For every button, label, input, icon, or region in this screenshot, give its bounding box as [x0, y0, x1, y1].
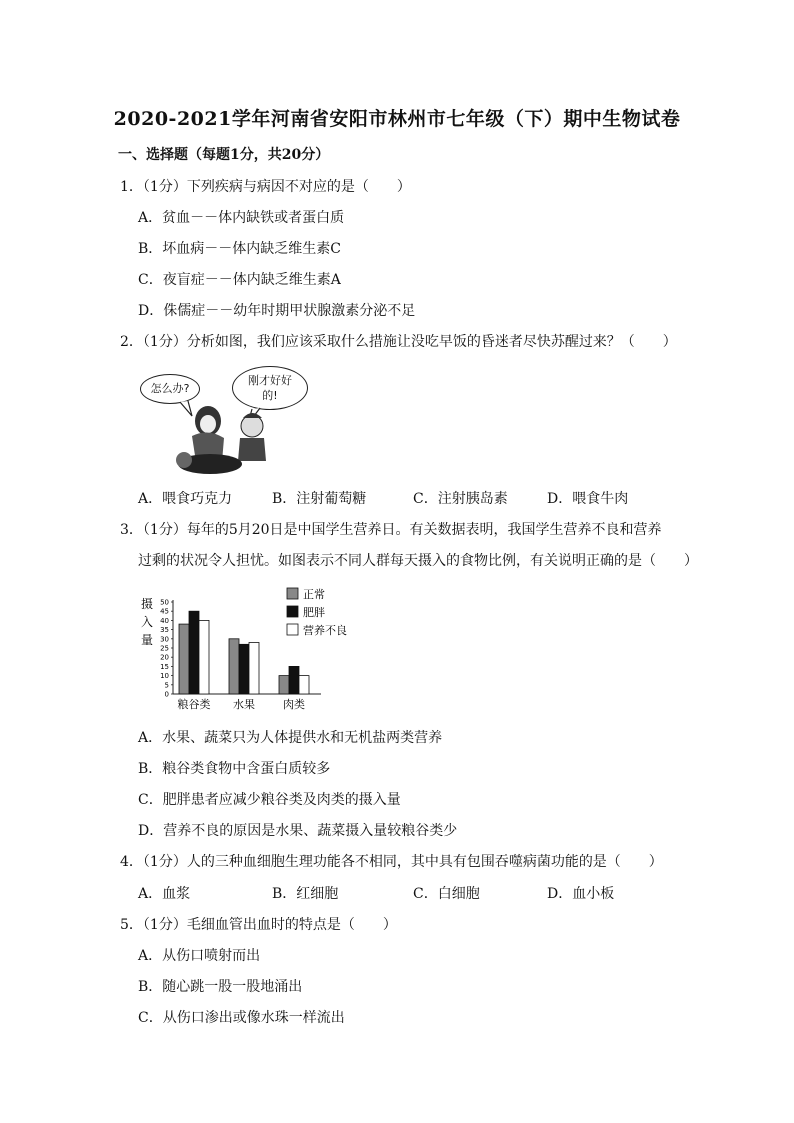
legend-label: 营养不良: [303, 624, 347, 637]
question-4-option-a: A．血浆: [138, 886, 191, 902]
question-3-stem-continued: 过剩的状况令人担忧。如图表示不同人群每天摄入的食物比例，有关说明正确的是（ ）: [138, 553, 698, 569]
y-tick-label: 0: [164, 690, 169, 699]
question-3-option-b: B．粮谷类食物中含蛋白质较多: [138, 761, 331, 777]
bar-正常: [179, 624, 189, 694]
bar-肥胖: [289, 666, 299, 694]
bar-营养不良: [299, 676, 309, 694]
legend-swatch: [287, 624, 298, 635]
bar-肥胖: [239, 644, 249, 694]
legend-swatch: [287, 606, 298, 617]
legend-swatch: [287, 588, 298, 599]
question-5-stem: 5．（1分）毛细血管出血时的特点是（ ）: [120, 917, 397, 933]
question-5-option-b: B．随心跳一股一股地涌出: [138, 979, 303, 995]
y-tick-label: 25: [160, 644, 169, 653]
bar-肥胖: [189, 611, 199, 694]
question-3-stem: 3．（1分）每年的5月20日是中国学生营养日。有关数据表明，我国学生营养不良和营养: [120, 522, 662, 538]
speech-bubble-right-text: 刚才好好的!: [248, 374, 292, 402]
y-tick-label: 15: [160, 662, 169, 671]
question-1-stem: 1．（1分）下列疾病与病因不对应的是（ ）: [120, 179, 411, 195]
question-4-stem: 4．（1分）人的三种血细胞生理功能各不相同，其中具有包围吞噬病菌功能的是（ ）: [120, 854, 663, 870]
speech-bubble-left: 怎么办?: [140, 374, 200, 404]
y-tick-label: 35: [160, 626, 169, 635]
bar-正常: [279, 676, 289, 694]
x-tick-label: 粮谷类: [177, 698, 211, 711]
fainting-student-illustration: [140, 366, 315, 478]
y-tick-label: 5: [164, 681, 169, 690]
bar-营养不良: [249, 642, 259, 694]
question-2-option-d: D．喂食牛肉: [547, 491, 629, 507]
question-4-option-b: B．红细胞: [272, 886, 339, 902]
y-tick-label: 45: [160, 607, 169, 616]
y-axis-label-char: 量: [140, 633, 154, 647]
legend-label: 肥胖: [303, 606, 325, 619]
question-4-option-c: C．白细胞: [413, 886, 480, 902]
question-3-option-c: C．肥胖患者应减少粮谷类及肉类的摄入量: [138, 792, 401, 808]
bar-chart-svg: [135, 584, 375, 714]
x-tick-label: 水果: [233, 698, 255, 711]
y-axis-label-char: 摄: [140, 597, 154, 611]
question-2-option-c: C．注射胰岛素: [413, 491, 508, 507]
section-heading: 一、选择题（每题1分，共20分）: [118, 147, 330, 163]
question-5-option-c: C．从伤口渗出或像水珠一样流出: [138, 1010, 345, 1026]
question-2-stem: 2．（1分）分析如图，我们应该采取什么措施让没吃早饭的昏迷者尽快苏醒过来？（ ）: [120, 334, 677, 350]
y-tick-label: 40: [160, 616, 169, 625]
y-axis-label-char: 入: [140, 615, 154, 629]
legend-label: 正常: [303, 588, 325, 601]
y-tick-label: 20: [160, 653, 169, 662]
question-3-option-a: A．水果、蔬菜只为人体提供水和无机盐两类营养: [138, 730, 443, 746]
people-drawing: [140, 366, 315, 478]
y-tick-label: 10: [160, 672, 169, 681]
question-1-option-a: A．贫血－－体内缺铁或者蛋白质: [138, 210, 345, 226]
question-1-option-c: C．夜盲症－－体内缺乏维生素A: [138, 272, 341, 288]
question-1-option-d: D．侏儒症－－幼年时期甲状腺激素分泌不足: [138, 303, 416, 319]
question-2-option-a: A．喂食巧克力: [138, 491, 233, 507]
bar-营养不良: [199, 620, 209, 694]
bar-正常: [229, 639, 239, 694]
y-tick-label: 50: [160, 598, 169, 607]
page-title: 2020-2021学年河南省安阳市林州市七年级（下）期中生物试卷: [113, 108, 681, 130]
question-1-option-b: B．坏血病－－体内缺乏维生素C: [138, 241, 341, 257]
question-4-option-d: D．血小板: [547, 886, 615, 902]
x-tick-label: 肉类: [283, 698, 305, 711]
question-3-option-d: D．营养不良的原因是水果、蔬菜摄入量较粮谷类少: [138, 823, 458, 839]
y-tick-label: 30: [160, 635, 169, 644]
food-intake-chart: [135, 584, 375, 714]
question-2-option-b: B．注射葡萄糖: [272, 491, 367, 507]
question-5-option-a: A．从伤口喷射而出: [138, 948, 261, 964]
